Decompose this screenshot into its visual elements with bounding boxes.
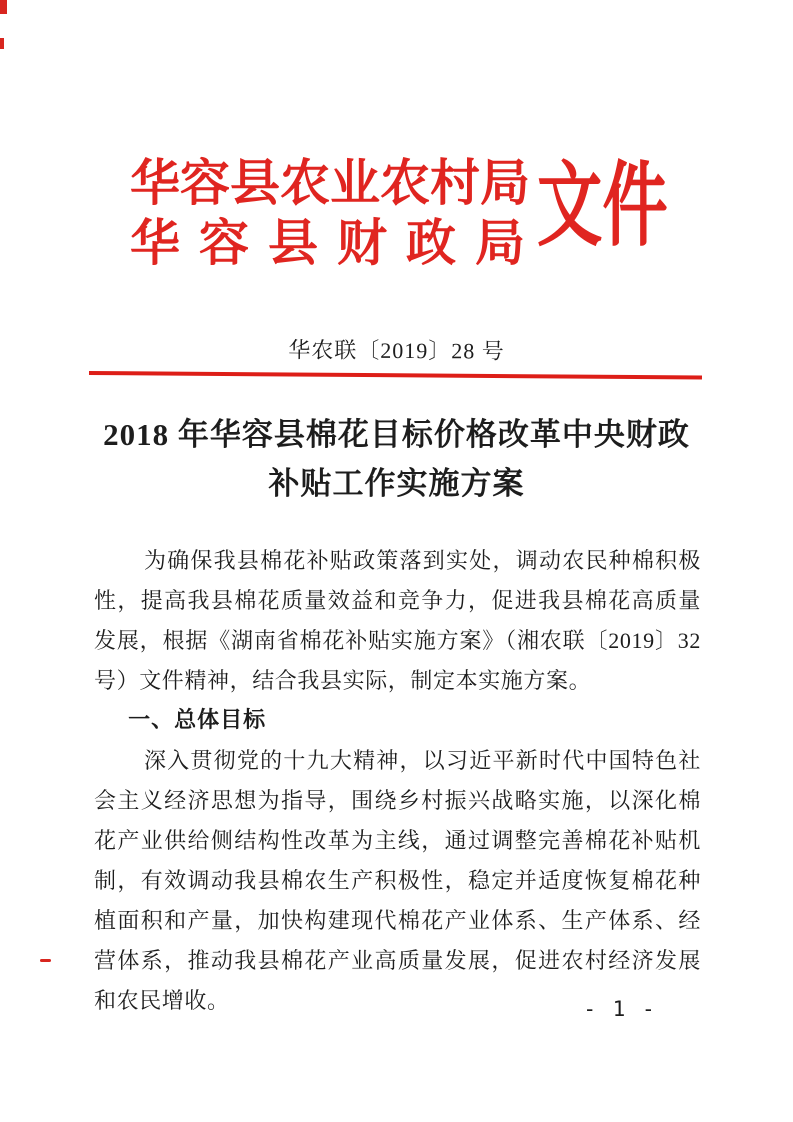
- document-title-line1: 2018 年华容县棉花目标价格改革中央财政: [103, 417, 690, 452]
- paragraph-overall-goal: 深入贯彻党的十九大精神，以习近平新时代中国特色社会主义经济思想为指导，围绕乡村振兴战略实施，以深化棉花产业供给侧结构性改革为主线，通过调整完善棉花补贴机制，有效调动我县棉农生产积极性，稳定并适度恢复棉花种植面积和产量，加快构建现代棉花产业体系、生产体系、经营体系，推动我县棉花产业高质量发展，促进农村经济发展和农民增收。: [94, 748, 701, 1013]
- document-body: [94, 541, 701, 1021]
- letterhead-org-line2: 华容县财政局: [130, 215, 544, 271]
- paragraph-intro: 为确保我县棉花补贴政策落到实处，调动农民种棉积极性，提高我县棉花质量效益和竞争力，促进我县棉花高质量发展，根据《湖南省棉花补贴实施方案》（湘农联〔2019〕32号）文件精神，结合我县实际，制定本实施方案。: [94, 548, 701, 693]
- letterhead-org-line1: 华容县农业农村局: [130, 155, 530, 211]
- red-separator-line: [89, 371, 702, 379]
- scan-artifact: [40, 959, 51, 962]
- letterhead: [130, 153, 544, 273]
- scan-artifact: [0, 0, 7, 14]
- section-heading-overall-goal: 一、总体目标: [128, 708, 267, 733]
- letterhead-doc-word: 文件: [537, 155, 668, 257]
- page-number: - 1 -: [583, 997, 657, 1021]
- document-title: [40, 410, 753, 508]
- document-title-line2: 补贴工作实施方案: [268, 466, 525, 501]
- scan-artifact: [0, 38, 4, 49]
- document-reference-number: 华农联〔2019〕28 号: [288, 337, 505, 364]
